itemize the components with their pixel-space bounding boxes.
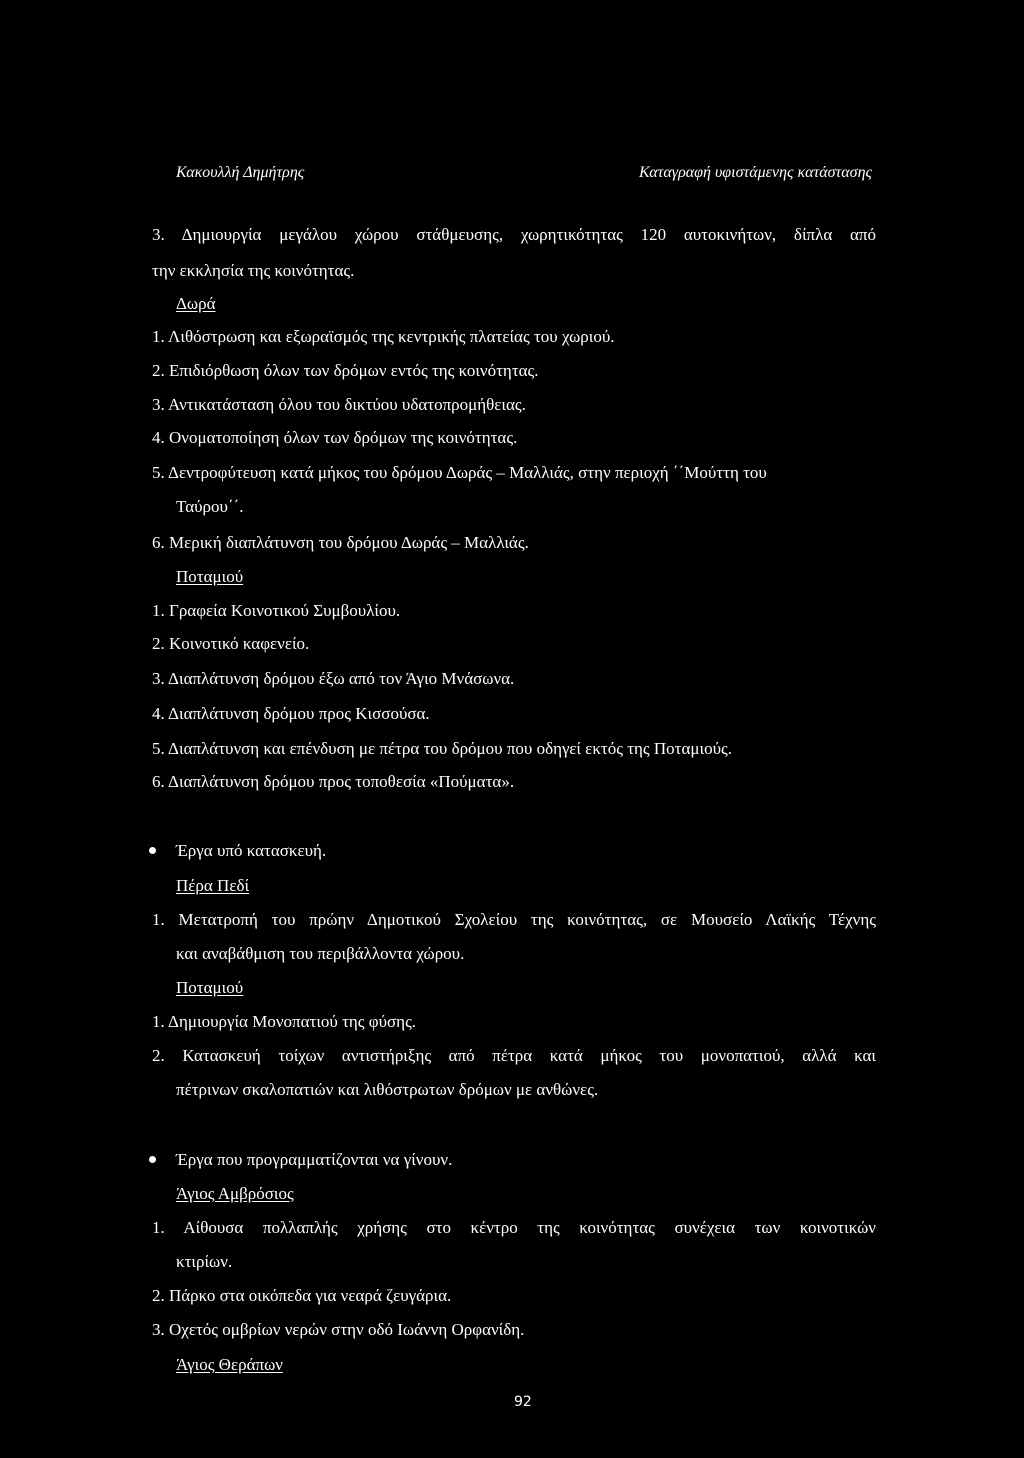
list-item: 3. Αντικατάσταση όλου του δικτύου υδατοπρομήθειας. xyxy=(152,395,526,414)
section-heading-agios-amvrosios: Άγιος Αμβρόσιος xyxy=(176,1184,294,1203)
list-item-continuation: κτιρίων. xyxy=(176,1252,233,1271)
section-heading-pera-pedi: Πέρα Πεδί xyxy=(176,876,250,895)
section-heading-dora: Δωρά xyxy=(176,294,216,313)
list-item: 3. Διαπλάτυνση δρόμου έξω από τον Άγιο Μνάσωνα. xyxy=(152,669,515,688)
list-item: 2. Επιδιόρθωση όλων των δρόμων εντός της κοινότητας. xyxy=(152,361,539,380)
list-item-continuation: πέτρινων σκαλοπατιών και λιθόστρωτων δρόμων με ανθώνες. xyxy=(176,1080,599,1099)
list-item: 1. Αίθουσα πολλαπλής χρήσης στο κέντρο της κοινότητας συνέχεια των κοινοτικών xyxy=(152,1218,876,1237)
page-number: 92 xyxy=(514,1394,532,1410)
list-item: 2. Κατασκευή τοίχων αντιστήριξης από πέτρα κατά μήκος του μονοπατιού, αλλά και xyxy=(152,1046,876,1065)
list-item: 5. Διαπλάτυνση και επένδυση με πέτρα του δρόμου που οδηγεί εκτός της Ποταμιούς. xyxy=(152,739,733,758)
list-item: 1. Λιθόστρωση και εξωραϊσμός της κεντρικής πλατείας του χωριού. xyxy=(152,327,615,346)
list-item: 4. Ονοματοποίηση όλων των δρόμων της κοινότητας. xyxy=(152,428,518,447)
list-item: 3. Δημιουργία μεγάλου χώρου στάθμευσης, χωρητικότητας 120 αυτοκινήτων, δίπλα από xyxy=(152,225,876,244)
header-title: Καταγραφή υφιστάμενης κατάστασης xyxy=(639,164,872,181)
list-item-continuation: Ταύρου΄΄. xyxy=(176,497,244,516)
section-title-planned: Έργα που προγραμματίζονται να γίνουν. xyxy=(176,1150,453,1169)
list-item: 6. Μερική διαπλάτυνση του δρόμου Δωράς – Μαλλιάς. xyxy=(152,533,529,552)
list-item-continuation: και αναβάθμιση του περιβάλλοντα χώρου. xyxy=(176,944,465,963)
list-item: 1. Δημιουργία Μονοπατιού της φύσης. xyxy=(152,1012,417,1031)
list-item: 2. Κοινοτικό καφενείο. xyxy=(152,634,310,653)
list-item: 2. Πάρκο στα οικόπεδα για νεαρά ζευγάρια. xyxy=(152,1286,452,1305)
header-author: Κακουλλή Δημήτρης xyxy=(176,164,305,181)
section-heading-potamiou-2: Ποταμιού xyxy=(176,978,244,997)
list-item: 1. Μετατροπή του πρώην Δημοτικού Σχολείου της κοινότητας, σε Μουσείο Λαϊκής Τέχνης xyxy=(152,910,876,929)
section-heading-potamiou: Ποταμιού xyxy=(176,567,244,586)
list-item: 4. Διαπλάτυνση δρόμου προς Κισσούσα. xyxy=(152,704,430,723)
section-heading-agios-therapon: Άγιος Θεράπων xyxy=(176,1355,283,1374)
section-title-under-construction: Έργα υπό κατασκευή. xyxy=(176,841,327,860)
list-item: 1. Γραφεία Κοινοτικού Συμβουλίου. xyxy=(152,601,401,620)
bullet-icon xyxy=(149,1156,156,1163)
list-item-continuation: την εκκλησία της κοινότητας. xyxy=(152,261,355,280)
bullet-icon xyxy=(149,847,156,854)
list-item: 3. Οχετός ομβρίων νερών στην οδό Ιωάννη Ορφανίδη. xyxy=(152,1320,525,1339)
list-item: 6. Διαπλάτυνση δρόμου προς τοποθεσία «Πούματα». xyxy=(152,772,515,791)
list-item: 5. Δεντροφύτευση κατά μήκος του δρόμου Δωράς – Μαλλιάς, στην περιοχή ΄΄Μούττη του xyxy=(152,463,767,482)
